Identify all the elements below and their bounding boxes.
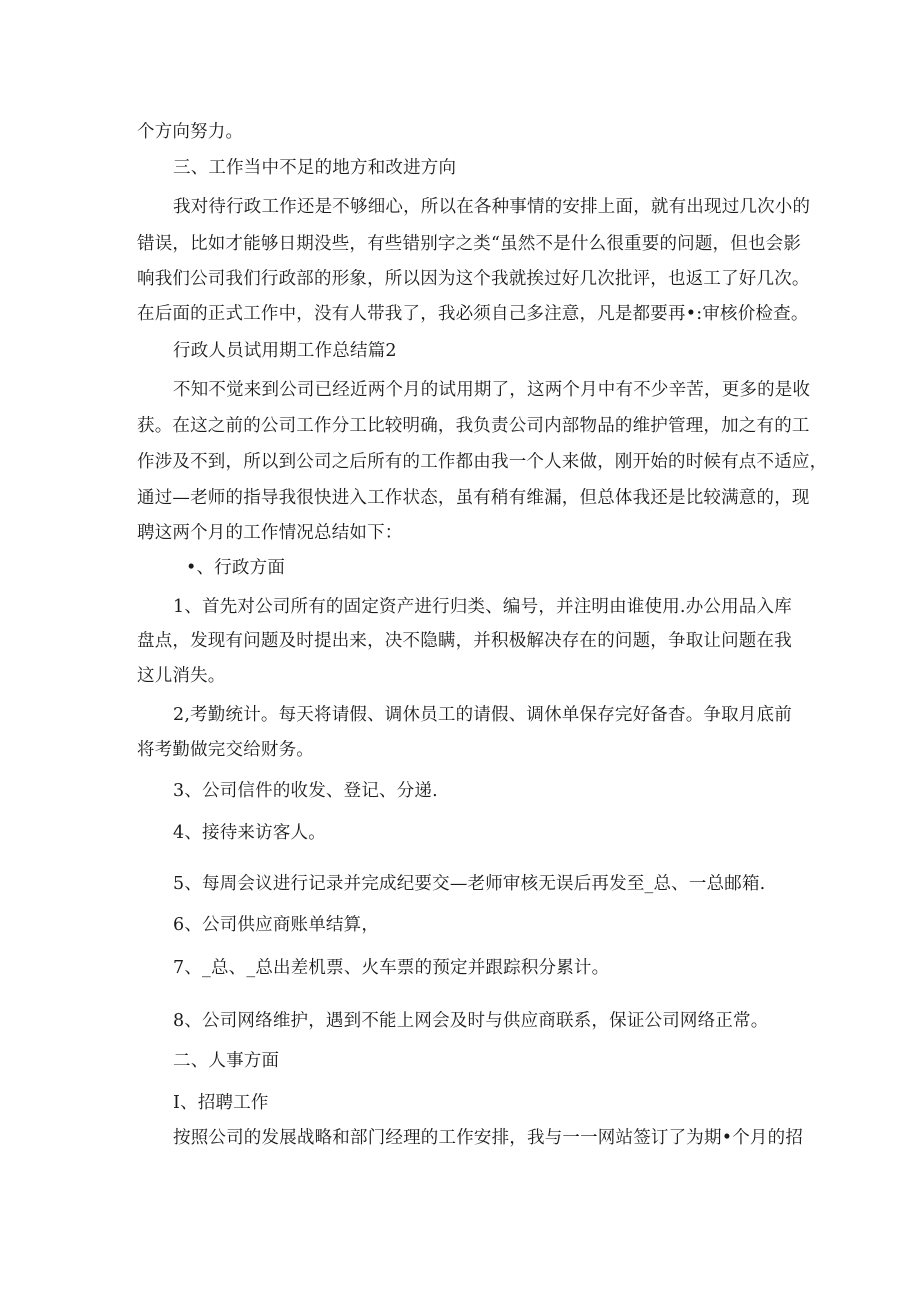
list-item: 5、每周会议进行记录并完成纪要交—老师审核无误后再发至_总、一总邮箱. (173, 874, 766, 894)
section-heading: •、行政方面 (186, 558, 286, 578)
paragraph-line: 聘这两个月的工作情况总结如下： (137, 523, 403, 543)
article-title: 行政人员试用期工作总结篇2 (173, 341, 397, 361)
section-heading: 三、工作当中不足的地方和改进方向 (173, 158, 457, 178)
list-item: 6、公司供应商账单结算， (173, 915, 380, 935)
paragraph-line: 作涉及不到，所以到公司之后所有的工作都由我一个人来做，刚开始的时候有点不适应， (137, 452, 828, 472)
paragraph-line: 这儿消失。 (137, 666, 226, 686)
paragraph-line: 在后面的正式工作中，没有人带我了，我必须自己多注意，凡是都要再•:审核价检查。 (137, 304, 809, 324)
list-item: 8、公司网络维护，遇到不能上网会及时与供应商联系，保证公司网络正常。 (173, 1011, 769, 1031)
paragraph-line: 按照公司的发展战略和部门经理的工作安排，我与一一网站签订了为期•个月的招 (173, 1128, 804, 1148)
paragraph-line: 通过—老师的指导我很快进入工作状态，虽有稍有维漏，但总体我还是比较满意的，现 (137, 488, 810, 508)
list-item: 3、公司信件的收发、登记、分递. (173, 781, 438, 801)
paragraph-line: 获。在这之前的公司工作分工比较明确，我负责公司内部物品的维护管理，加之有的工 (137, 416, 810, 436)
paragraph-line: 错误，比如才能够日期没些，有些错别字之类“虽然不是什么很重要的问题，但也会影 (137, 234, 802, 254)
paragraph-line: 将考勤做完交给财务。 (137, 740, 314, 760)
list-item: 4、接待来访客人。 (173, 823, 326, 843)
list-item: 1、首先对公司所有的固定资产进行归类、编号，并注明由谁使用.办公用品入库 (173, 597, 792, 617)
section-heading: 二、人事方面 (173, 1051, 280, 1071)
subsection-heading: I、招聘工作 (173, 1093, 269, 1113)
list-item: 7、_总、_总出差机票、火车票的预定并跟踪积分累计。 (173, 958, 610, 978)
paragraph-line: 个方向努力。 (137, 122, 244, 142)
list-item: 2,考勤统计。每天将请假、调休员工的请假、调休单保存完好备杳。争取月底前 (173, 705, 792, 725)
paragraph-line: 响我们公司我们行政部的形象，所以因为这个我就挨过好几次批评，也返工了好几次。 (137, 269, 810, 289)
paragraph-line: 盘点，发现有问题及时提出来，决不隐瞒，并积极解决存在的问题，争取让问题在我 (137, 631, 792, 651)
paragraph-line: 不知不觉来到公司已经近两个月的试用期了，这两个月中有不少辛苦，更多的是收 (173, 380, 811, 400)
paragraph-line: 我对待行政工作还是不够细心，所以在各种事情的安排上面，就有出现过几次小的 (173, 197, 811, 217)
